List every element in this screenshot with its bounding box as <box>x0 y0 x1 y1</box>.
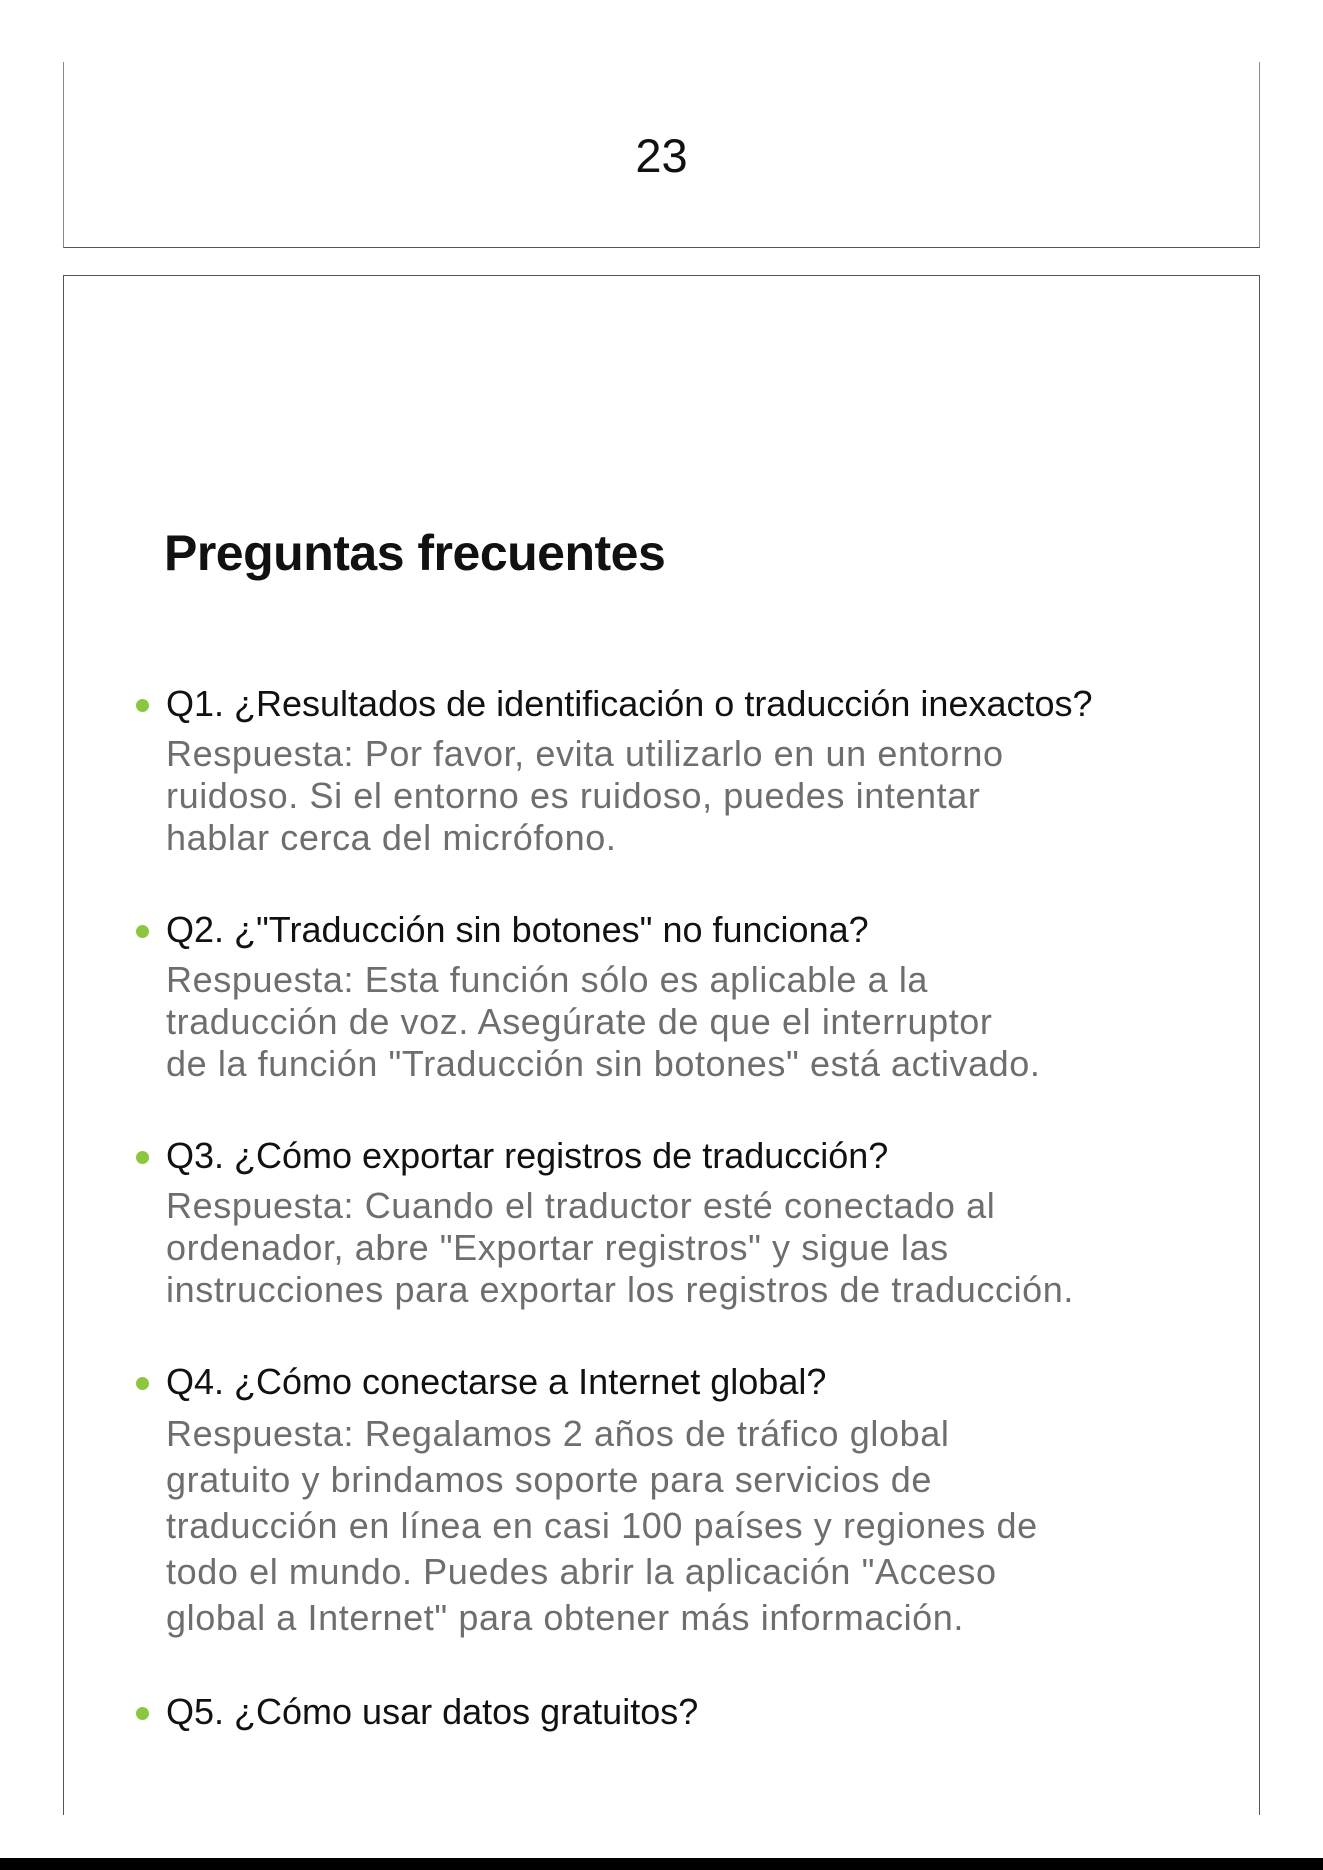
faq-page <box>63 275 1260 1815</box>
faq-question: Q2. ¿"Traducción sin botones" no funciona? <box>166 909 869 950</box>
faq-title: Preguntas frecuentes <box>164 525 666 581</box>
faq-list <box>136 681 1246 1783</box>
faq-answer: Respuesta: Cuando el traductor esté conectado al ordenador, abre "Exportar registros" y sigue las instrucciones para exportar los registros de traducción. <box>166 1185 1075 1310</box>
faq-answer: Respuesta: Esta función sólo es aplicable a la traducción de voz. Asegúrate de que el interruptor de la función "Traducción sin botones" está activado. <box>166 959 1041 1084</box>
faq-item-q4 <box>136 1359 1246 1641</box>
faq-question: Q1. ¿Resultados de identificación o traducción inexactos? <box>166 683 1093 724</box>
faq-question: Q5. ¿Cómo usar datos gratuitos? <box>166 1691 699 1732</box>
bullet-icon <box>136 1707 149 1720</box>
page-number: 23 <box>635 129 688 182</box>
faq-question: Q3. ¿Cómo exportar registros de traducción? <box>166 1135 889 1176</box>
bottom-edge-bar <box>0 1858 1323 1870</box>
bullet-icon <box>136 1377 149 1390</box>
faq-item-q1 <box>136 681 1246 859</box>
faq-item-q2 <box>136 907 1246 1085</box>
page-header <box>63 62 1260 248</box>
bullet-icon <box>136 699 149 712</box>
faq-item-q5 <box>136 1689 1246 1735</box>
bullet-icon <box>136 925 149 938</box>
faq-answer: Respuesta: Por favor, evita utilizarlo en un entorno ruidoso. Si el entorno es ruidoso, puedes intentar hablar cerca del micrófono. <box>166 733 1004 858</box>
faq-answer: Respuesta: Regalamos 2 años de tráfico global gratuito y brindamos soporte para servicios de traducción en línea en casi 100 países y regiones de todo el mundo. Puedes abrir la aplicación "Acceso global a Internet" para obtener más información. <box>166 1413 1038 1638</box>
bullet-icon <box>136 1151 149 1164</box>
faq-question: Q4. ¿Cómo conectarse a Internet global? <box>166 1361 827 1402</box>
faq-item-q3 <box>136 1133 1246 1311</box>
